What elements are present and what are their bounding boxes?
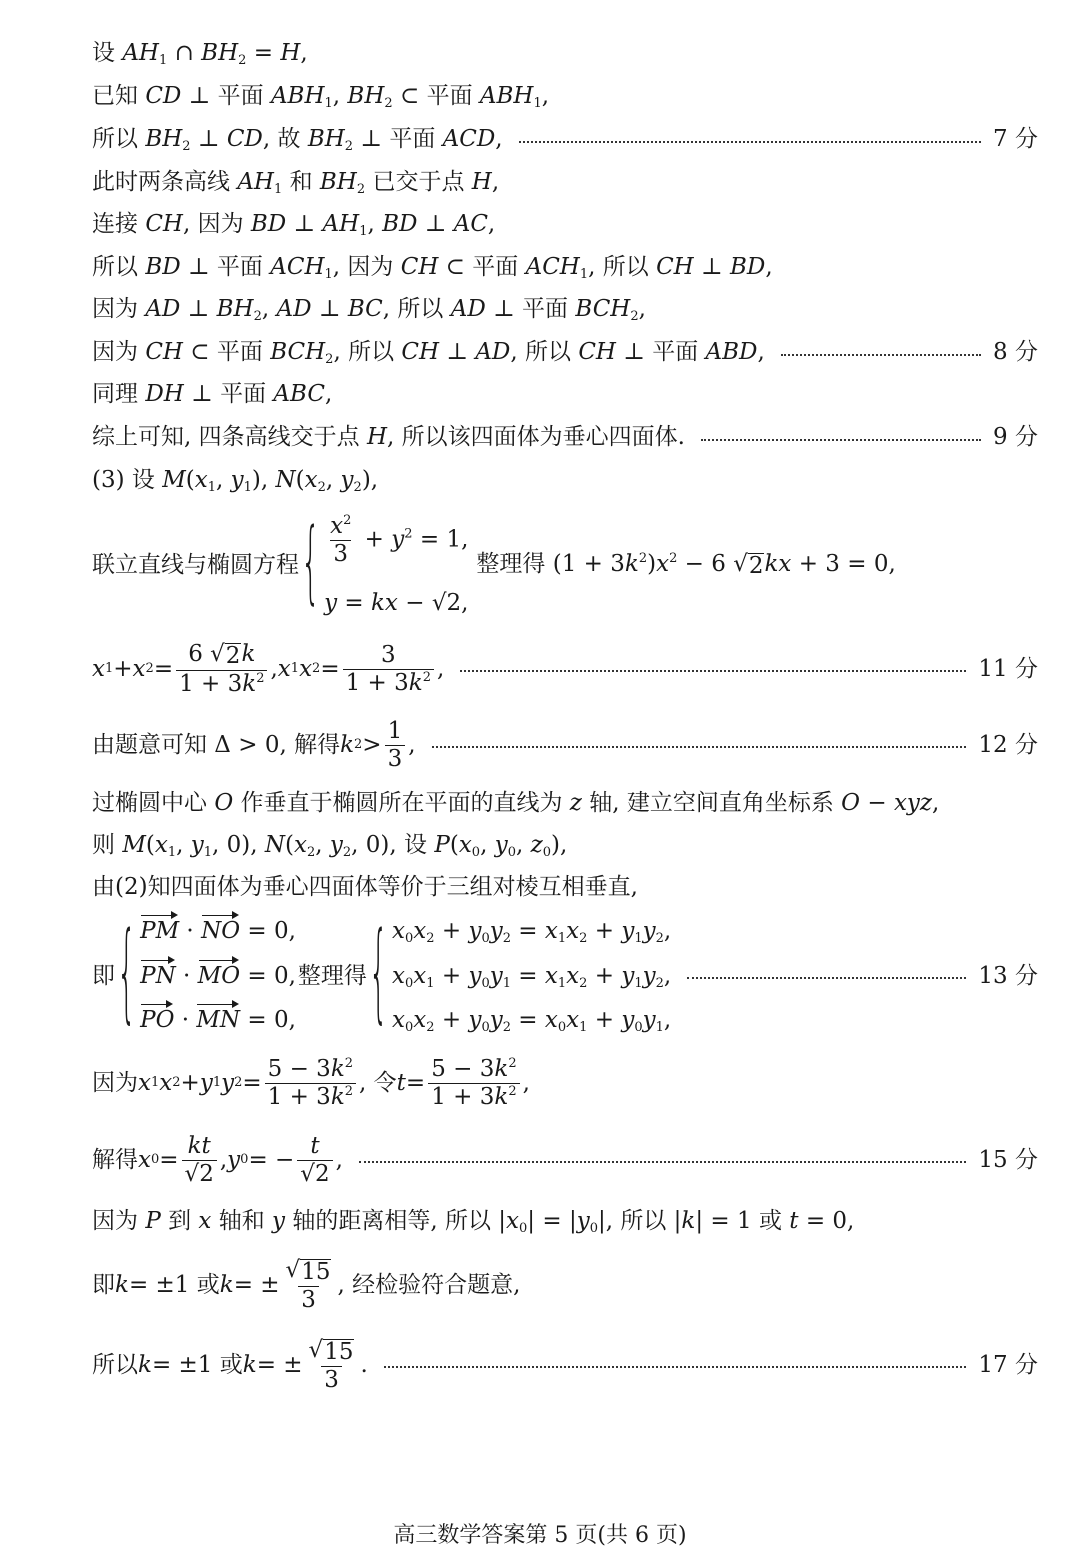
leader-dots [359, 1161, 967, 1163]
left-brace: { [301, 511, 321, 616]
line-text: 由(2)知四面体为垂心四面体等价于三组对棱互相垂直, [92, 874, 638, 900]
solution-line [92, 426, 1038, 449]
leader-dots [460, 670, 966, 672]
page-footer: 高三数学答案第 5 页(共 6 页) [393, 1523, 687, 1548]
solution-line [92, 716, 1038, 774]
solution-line [92, 211, 1038, 239]
line-text: 解得 x 0 = $\frac{kt}{√2}$ , y 0 = − $\frac{t}{√2}$ , [92, 1132, 343, 1187]
solution-line [92, 254, 1038, 282]
solution-line [92, 126, 1038, 154]
line-text: 连接 CH, 因为 BD ⊥ $AH_1$, BD ⊥ AC, [92, 211, 496, 239]
line-text: (3) 设 $M(x_1$, $y_1$), $N(x_2$, $y_2$), [92, 467, 379, 495]
line-text: 已知 CD ⊥ 平面 $ABH_1$, $BH_2$ ⊂ 平面 $ABH_1$, [92, 83, 550, 111]
solution-line [92, 911, 1038, 1038]
solution-line [92, 83, 1038, 111]
score-mark: 13 分 [978, 962, 1038, 989]
line-text: 即 k = ±1 或 k = ± √ 15 3 , 经检验符合题意, [92, 1256, 521, 1313]
solution-line [92, 1335, 1038, 1395]
solution-line [92, 40, 1038, 68]
line-text: 即 { PM · NO = 0, PN · MO = 0, PO · MN = 0, 整理得 { $x_0x_2 + y_0y_2 = x_1x_2 + y_1y_2$, $x_0x_1 + y_0y_1 = x_1x_2 + y_1y_2$, $x_0x_2 + y_0y_2 = x_0x_1 + y_0y_1$, [92, 911, 672, 1038]
line-text: 所以 $BH_2$ ⊥ CD, 故 $BH_2$ ⊥ 平面 ACD, [92, 126, 503, 154]
line-text: 所以 k = ±1 或 k = ± √ 15 3 . [92, 1336, 368, 1393]
equation-system: $\frac{x^2}{3}$ + $y^2 = 1$, y = kx − √2, [324, 513, 469, 616]
line-text: 因为 x 1 x 2 + y 1 y 2 = $\frac{5 - 3k^2}{1 + 3k^2}$ , 令 t = $\frac{5 - 3k^2}{1 + 3k^2}$ , [92, 1055, 530, 1110]
solution-line [92, 339, 1038, 367]
leader-dots [384, 1366, 967, 1368]
solution-line [92, 467, 1038, 495]
line-text: 因为 P 到 x 轴和 y 轴的距离相等, 所以 $|x_0| = |y_0|$, 所以 |k| = 1 或 t = 0, [92, 1208, 855, 1236]
line-text: 过椭圆中心 O 作垂直于椭圆所在平面的直线为 z 轴, 建立空间直角坐标系 O − xyz, [92, 790, 940, 816]
score-mark: 8 分 [993, 339, 1038, 365]
solution-line [92, 296, 1038, 324]
line-text: 因为 AD ⊥ $BH_2$, AD ⊥ BC, 所以 AD ⊥ 平面 $BCH_2$, [92, 296, 646, 324]
line-text: 同理 DH ⊥ 平面 ABC, [92, 381, 333, 407]
solution-line [92, 1208, 1038, 1236]
solution-line [92, 383, 1038, 406]
line-text: 综上可知, 四条高线交于点 H, 所以该四面体为垂心四面体. [92, 424, 685, 450]
solution-line [92, 832, 1038, 860]
leader-dots [687, 977, 966, 979]
solution-line [92, 510, 1038, 620]
line-text: 由题意可知 Δ > 0, 解得 k 2 > $\frac{1}{3}$ , [92, 717, 416, 772]
score-mark: 9 分 [993, 424, 1038, 450]
score-mark: 15 分 [978, 1146, 1038, 1173]
line-text: x 1 + x 2 = 6 √ 2 k $1 + 3k^2$ , x 1 x 2 = $\frac{3}{1 + 3k^2}$ , [92, 640, 445, 697]
line-text: 因为 CH ⊂ 平面 $BCH_2$, 所以 CH ⊥ AD, 所以 CH ⊥ 平面 ABD, [92, 339, 765, 367]
line-text: 所以 BD ⊥ 平面 $ACH_1$, 因为 CH ⊂ 平面 $ACH_1$, 所以 CH ⊥ BD, [92, 254, 773, 282]
coordinate-system: $x_0x_2 + y_0y_2 = x_1x_2 + y_1y_2$, $x_0x_1 + y_0y_1 = x_1x_2 + y_1y_2$, $x_0x_2 + y_0y_2 = x_0x_1 + y_0y_1$, [392, 918, 672, 1035]
score-mark: 7 分 [993, 126, 1038, 152]
leader-dots [781, 354, 981, 356]
solution-line [92, 1255, 1038, 1315]
leader-dots [432, 746, 967, 748]
line-text: 设 $AH_1$ ∩ $BH_2 = H$, [92, 40, 308, 68]
solution-line [92, 876, 1038, 899]
line-text: 则 $M(x_1$, $y_1$, 0), $N(x_2$, $y_2$, 0), 设 $P(x_0$, $y_0$, $z_0$), [92, 832, 568, 860]
solution-line [92, 1053, 1038, 1113]
line-text: 联立直线与椭圆方程 { $\frac{x^2}{3}$ + $y^2 = 1$, y = kx − √2, 整理得 $(1 + 3k^2)x^2 - 6$ √ 2 kx + 3 = 0, [92, 511, 896, 616]
solution-line [92, 640, 1038, 698]
solution-line [92, 169, 1038, 197]
solution-line [92, 1130, 1038, 1190]
solution-line [92, 792, 1038, 815]
score-mark: 12 分 [978, 731, 1038, 758]
left-brace: { [368, 911, 388, 1038]
leader-dots [701, 439, 981, 441]
dot-product-system: PM · NO = 0, PN · MO = 0, PO · MN = 0, [140, 918, 296, 1033]
score-mark: 17 分 [978, 1351, 1038, 1378]
left-brace: { [117, 911, 137, 1038]
leader-dots [519, 141, 981, 143]
line-text: 此时两条高线 $AH_1$ 和 $BH_2$ 已交于点 H, [92, 169, 500, 197]
score-mark: 11 分 [978, 655, 1038, 682]
